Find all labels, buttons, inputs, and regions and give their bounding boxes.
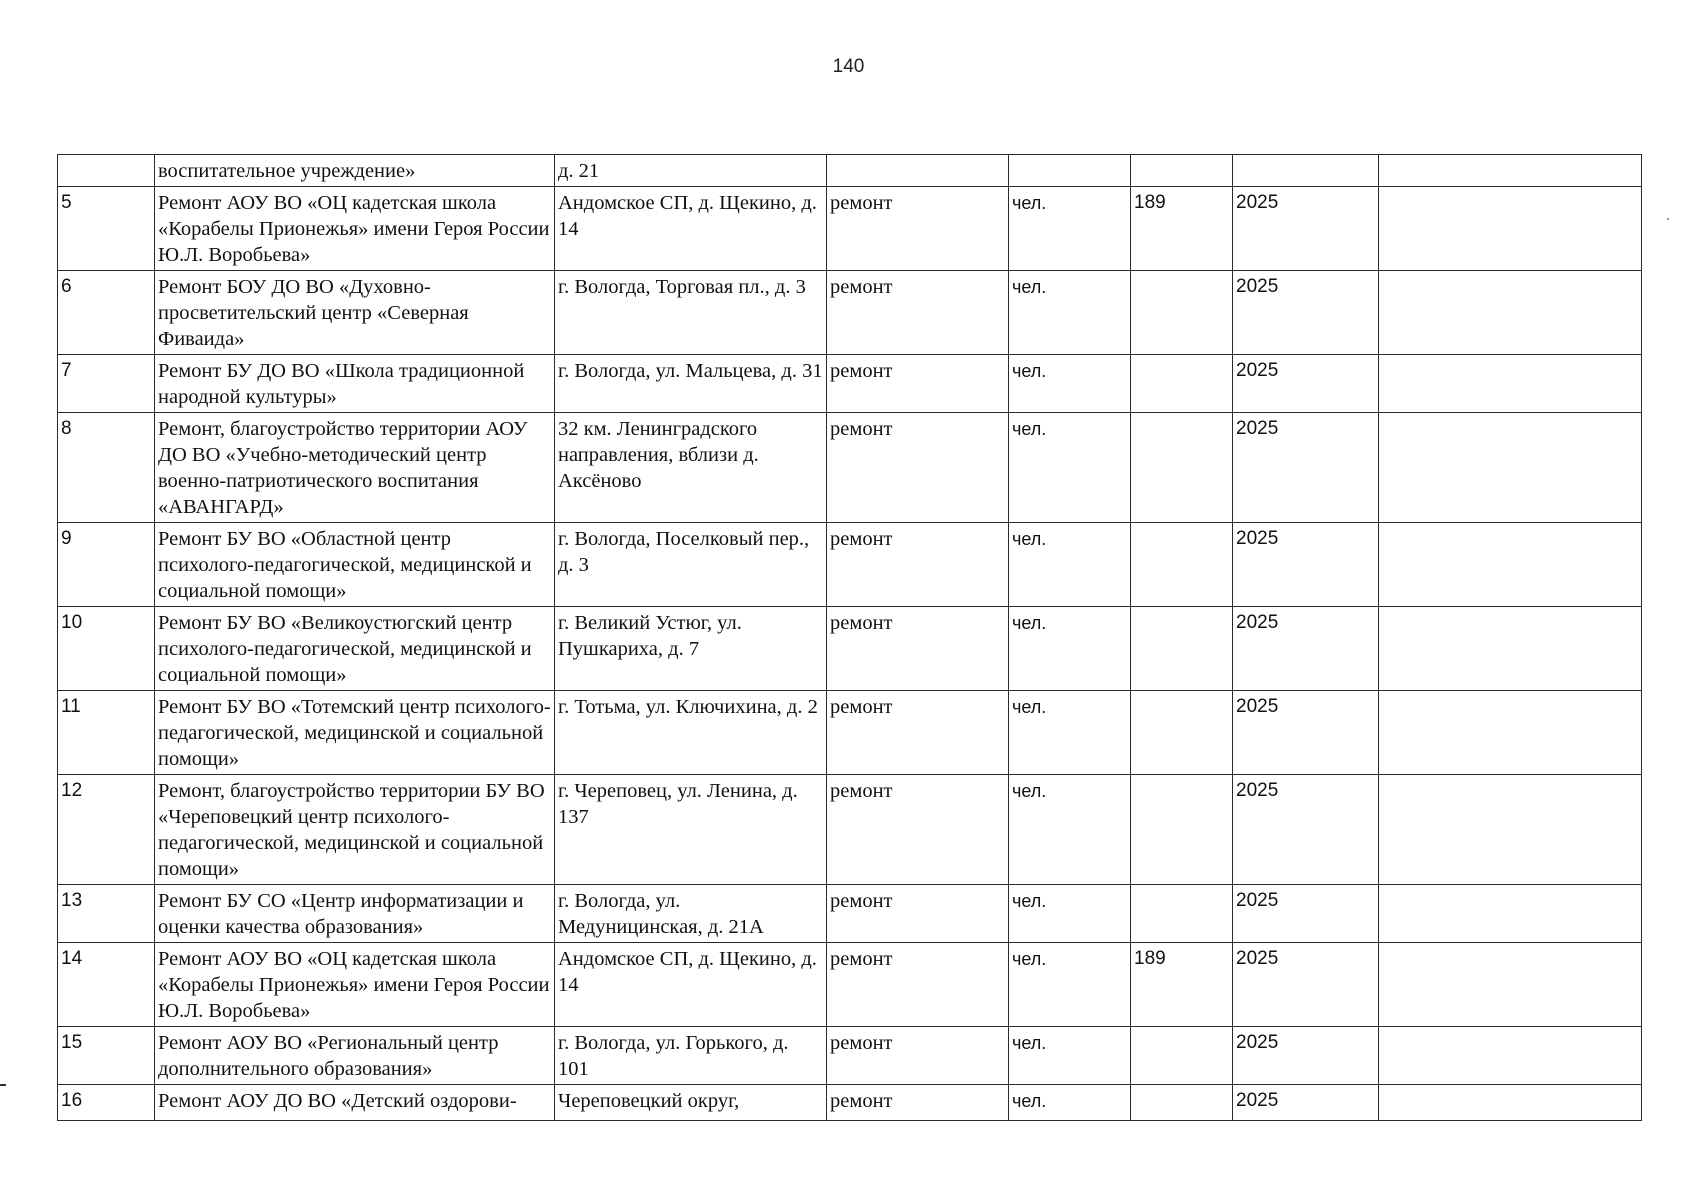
row-number: 5 bbox=[58, 187, 155, 271]
row-number: 14 bbox=[58, 943, 155, 1027]
table-body bbox=[58, 155, 1642, 1121]
object-address: Череповецкий округ, bbox=[555, 1085, 827, 1121]
row-number: 16 bbox=[58, 1085, 155, 1121]
object-name: Ремонт АОУ ВО «ОЦ кадетская школа «Корабелы Прионежья» имени Героя России Ю.Л. Воробьева» bbox=[155, 187, 555, 271]
object-name: Ремонт, благоустройство территории АОУ ДО ВО «Учебно-методический центр военно-патриотического воспитания «АВАНГАРД» bbox=[155, 413, 555, 523]
quantity bbox=[1131, 355, 1233, 413]
notes-cell bbox=[1379, 885, 1642, 943]
object-address: Андомское СП, д. Щекино, д. 14 bbox=[555, 943, 827, 1027]
row-number: 12 bbox=[58, 775, 155, 885]
table-row bbox=[58, 607, 1642, 691]
unit-of-measure bbox=[1009, 155, 1131, 187]
row-number: 6 bbox=[58, 271, 155, 355]
object-address: г. Вологда, ул. Горького, д. 101 bbox=[555, 1027, 827, 1085]
work-type: ремонт bbox=[827, 271, 1009, 355]
work-type: ремонт bbox=[827, 885, 1009, 943]
object-address: г. Вологда, ул. Медуницинская, д. 21А bbox=[555, 885, 827, 943]
object-name: воспитательное учреждение» bbox=[155, 155, 555, 187]
row-number bbox=[58, 155, 155, 187]
unit-of-measure: чел. bbox=[1009, 691, 1131, 775]
work-type: ремонт bbox=[827, 523, 1009, 607]
unit-of-measure: чел. bbox=[1009, 775, 1131, 885]
objects-table bbox=[57, 154, 1642, 1121]
notes-cell bbox=[1379, 523, 1642, 607]
notes-cell bbox=[1379, 1027, 1642, 1085]
row-number: 7 bbox=[58, 355, 155, 413]
work-type bbox=[827, 155, 1009, 187]
object-address: д. 21 bbox=[555, 155, 827, 187]
object-name: Ремонт БОУ ДО ВО «Духовно-просветительский центр «Северная Фиваида» bbox=[155, 271, 555, 355]
quantity bbox=[1131, 155, 1233, 187]
quantity bbox=[1131, 1027, 1233, 1085]
notes-cell bbox=[1379, 1085, 1642, 1121]
quantity bbox=[1131, 691, 1233, 775]
object-name: Ремонт БУ ВО «Тотемский центр психолого-педагогической, медицинской и социальной помощи» bbox=[155, 691, 555, 775]
work-type: ремонт bbox=[827, 187, 1009, 271]
scan-speck bbox=[1667, 218, 1669, 220]
object-address: Андомское СП, д. Щекино, д. 14 bbox=[555, 187, 827, 271]
unit-of-measure: чел. bbox=[1009, 1085, 1131, 1121]
completion-year: 2025 bbox=[1233, 943, 1379, 1027]
quantity: 189 bbox=[1131, 187, 1233, 271]
table-row bbox=[58, 271, 1642, 355]
object-address: г. Вологда, Торговая пл., д. 3 bbox=[555, 271, 827, 355]
table-row bbox=[58, 523, 1642, 607]
row-number: 10 bbox=[58, 607, 155, 691]
object-name: Ремонт БУ СО «Центр информатизации и оценки качества образования» bbox=[155, 885, 555, 943]
notes-cell bbox=[1379, 355, 1642, 413]
table-row bbox=[58, 691, 1642, 775]
object-name: Ремонт БУ ВО «Областной центр психолого-педагогической, медицинской и социальной помощи» bbox=[155, 523, 555, 607]
completion-year: 2025 bbox=[1233, 691, 1379, 775]
completion-year: 2025 bbox=[1233, 1027, 1379, 1085]
completion-year: 2025 bbox=[1233, 355, 1379, 413]
quantity: 189 bbox=[1131, 943, 1233, 1027]
notes-cell bbox=[1379, 943, 1642, 1027]
object-address: г. Вологда, ул. Мальцева, д. 31 bbox=[555, 355, 827, 413]
table-row bbox=[58, 775, 1642, 885]
object-address: 32 км. Ленинградского направления, вблизи д. Аксёново bbox=[555, 413, 827, 523]
table-row bbox=[58, 413, 1642, 523]
table-row bbox=[58, 885, 1642, 943]
unit-of-measure: чел. bbox=[1009, 885, 1131, 943]
object-address: г. Вологда, Поселковый пер., д. 3 bbox=[555, 523, 827, 607]
quantity bbox=[1131, 1085, 1233, 1121]
completion-year: 2025 bbox=[1233, 413, 1379, 523]
quantity bbox=[1131, 523, 1233, 607]
quantity bbox=[1131, 271, 1233, 355]
unit-of-measure: чел. bbox=[1009, 523, 1131, 607]
page-number: 140 bbox=[832, 56, 865, 77]
table-row bbox=[58, 943, 1642, 1027]
notes-cell bbox=[1379, 775, 1642, 885]
table-row bbox=[58, 1085, 1642, 1121]
object-name: Ремонт АОУ ДО ВО «Детский оздорови- bbox=[155, 1085, 555, 1121]
margin-mark bbox=[0, 1084, 6, 1086]
completion-year: 2025 bbox=[1233, 523, 1379, 607]
completion-year: 2025 bbox=[1233, 1085, 1379, 1121]
notes-cell bbox=[1379, 187, 1642, 271]
notes-cell bbox=[1379, 271, 1642, 355]
row-number: 13 bbox=[58, 885, 155, 943]
completion-year: 2025 bbox=[1233, 271, 1379, 355]
object-address: г. Тотьма, ул. Ключихина, д. 2 bbox=[555, 691, 827, 775]
work-type: ремонт bbox=[827, 1085, 1009, 1121]
quantity bbox=[1131, 413, 1233, 523]
object-name: Ремонт БУ ВО «Великоустюгский центр психолого-педагогической, медицинской и социальной помощи» bbox=[155, 607, 555, 691]
work-type: ремонт bbox=[827, 943, 1009, 1027]
notes-cell bbox=[1379, 607, 1642, 691]
work-type: ремонт bbox=[827, 355, 1009, 413]
object-address: г. Череповец, ул. Ленина, д. 137 bbox=[555, 775, 827, 885]
completion-year bbox=[1233, 155, 1379, 187]
row-number: 15 bbox=[58, 1027, 155, 1085]
unit-of-measure: чел. bbox=[1009, 271, 1131, 355]
notes-cell bbox=[1379, 691, 1642, 775]
object-address: г. Великий Устюг, ул. Пушкариха, д. 7 bbox=[555, 607, 827, 691]
row-number: 9 bbox=[58, 523, 155, 607]
quantity bbox=[1131, 607, 1233, 691]
object-name: Ремонт, благоустройство территории БУ ВО «Череповецкий центр психолого-педагогической, медицинской и социальной помощи» bbox=[155, 775, 555, 885]
table-row bbox=[58, 187, 1642, 271]
table-row bbox=[58, 355, 1642, 413]
notes-cell bbox=[1379, 413, 1642, 523]
object-name: Ремонт АОУ ВО «ОЦ кадетская школа «Корабелы Прионежья» имени Героя России Ю.Л. Воробьева» bbox=[155, 943, 555, 1027]
object-name: Ремонт БУ ДО ВО «Школа традиционной народной культуры» bbox=[155, 355, 555, 413]
work-type: ремонт bbox=[827, 607, 1009, 691]
row-number: 8 bbox=[58, 413, 155, 523]
notes-cell bbox=[1379, 155, 1642, 187]
completion-year: 2025 bbox=[1233, 775, 1379, 885]
unit-of-measure: чел. bbox=[1009, 1027, 1131, 1085]
unit-of-measure: чел. bbox=[1009, 355, 1131, 413]
table-row bbox=[58, 1027, 1642, 1085]
work-type: ремонт bbox=[827, 691, 1009, 775]
work-type: ремонт bbox=[827, 413, 1009, 523]
work-type: ремонт bbox=[827, 775, 1009, 885]
unit-of-measure: чел. bbox=[1009, 413, 1131, 523]
unit-of-measure: чел. bbox=[1009, 607, 1131, 691]
table-row bbox=[58, 155, 1642, 187]
completion-year: 2025 bbox=[1233, 885, 1379, 943]
quantity bbox=[1131, 885, 1233, 943]
object-name: Ремонт АОУ ВО «Региональный центр дополнительного образования» bbox=[155, 1027, 555, 1085]
row-number: 11 bbox=[58, 691, 155, 775]
completion-year: 2025 bbox=[1233, 607, 1379, 691]
work-type: ремонт bbox=[827, 1027, 1009, 1085]
unit-of-measure: чел. bbox=[1009, 943, 1131, 1027]
quantity bbox=[1131, 775, 1233, 885]
unit-of-measure: чел. bbox=[1009, 187, 1131, 271]
completion-year: 2025 bbox=[1233, 187, 1379, 271]
